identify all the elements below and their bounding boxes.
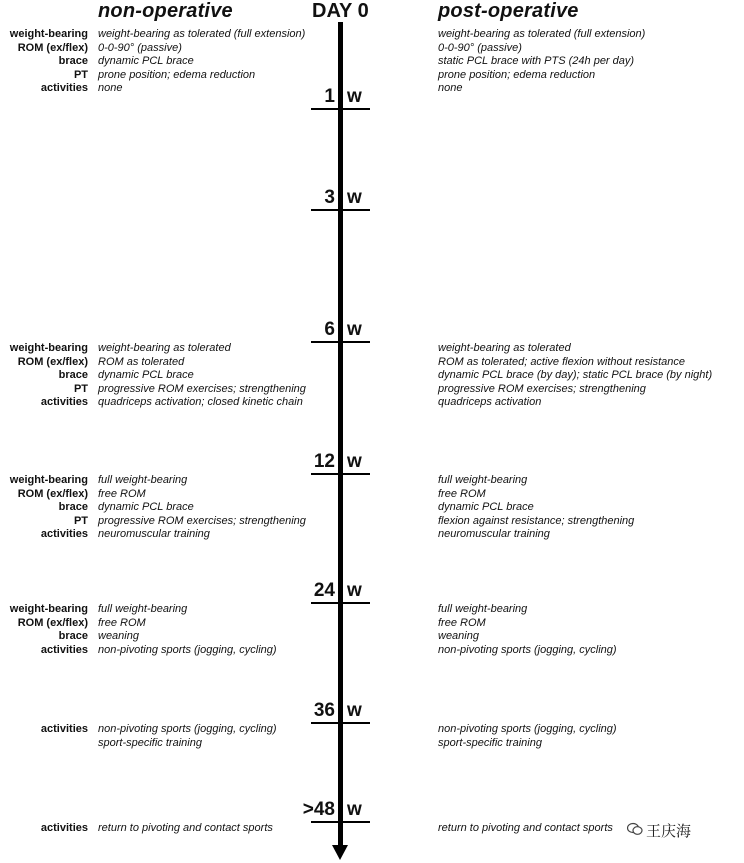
row-label: PT: [73, 68, 88, 81]
post-operative-value: return to pivoting and contact sports: [438, 822, 613, 834]
milestone-number: 24: [313, 580, 335, 601]
non-operative-value: sport-specific training: [98, 736, 202, 749]
non-operative-value: full weight-bearing: [98, 474, 188, 486]
milestone-tick: [311, 473, 370, 475]
milestone-unit: w: [347, 187, 362, 208]
row-label: ROM (ex/flex): [17, 41, 88, 54]
row-label: brace: [58, 55, 88, 68]
timeline-arrow-icon: [332, 845, 348, 860]
non-operative-value: progressive ROM exercises; strengthening: [98, 382, 306, 395]
milestone-unit: w: [347, 799, 362, 820]
non-operative-value: full weight-bearing: [98, 603, 188, 615]
non-operative-value: non-pivoting sports (jogging, cycling): [98, 723, 277, 735]
milestone-unit: w: [347, 86, 362, 107]
post-operative-value: 0-0-90° (passive): [438, 41, 522, 54]
post-operative-value: weaning: [438, 630, 479, 643]
non-operative-value: free ROM: [98, 616, 146, 629]
row-label: activities: [40, 643, 88, 656]
non-operative-value: 0-0-90° (passive): [98, 41, 182, 54]
milestone-tick: [311, 341, 370, 343]
post-operative-value: free ROM: [438, 616, 486, 629]
non-operative-value: progressive ROM exercises; strengthening: [98, 514, 306, 527]
milestone-unit: w: [347, 580, 362, 601]
post-operative-value: non-pivoting sports (jogging, cycling): [438, 643, 617, 656]
milestone-tick: [311, 602, 370, 604]
row-label: PT: [73, 514, 88, 527]
post-operative-value: sport-specific training: [438, 736, 542, 749]
non-operative-value: weight-bearing as tolerated: [98, 342, 231, 354]
milestone-tick: [311, 722, 370, 724]
wechat-icon: [627, 822, 643, 836]
row-label: ROM (ex/flex): [17, 487, 88, 500]
milestone-tick: [311, 821, 370, 823]
non-operative-value: weight-bearing as tolerated (full extension): [98, 28, 306, 40]
post-operative-value: weight-bearing as tolerated: [438, 342, 571, 354]
post-operative-value: quadriceps activation: [438, 396, 542, 409]
post-operative-value: dynamic PCL brace: [438, 501, 534, 514]
milestone-unit: w: [347, 700, 362, 721]
post-operative-value: non-pivoting sports (jogging, cycling): [438, 723, 617, 735]
non-operative-value: dynamic PCL brace: [98, 55, 194, 68]
post-operative-value: full weight-bearing: [438, 474, 528, 486]
non-operative-value: ROM as tolerated: [98, 355, 185, 368]
post-operative-value: full weight-bearing: [438, 603, 528, 615]
non-operative-value: neuromuscular training: [98, 528, 210, 541]
row-label: activities: [40, 396, 88, 409]
milestone-tick: [311, 108, 370, 110]
post-operative-value: static PCL brace with PTS (24h per day): [438, 55, 635, 68]
non-operative-value: return to pivoting and contact sports: [98, 822, 273, 834]
row-label: brace: [58, 501, 88, 514]
milestone-unit: w: [347, 451, 362, 472]
post-operative-value: progressive ROM exercises; strengthening: [438, 382, 646, 395]
post-operative-value: neuromuscular training: [438, 528, 550, 541]
post-operative-value: weight-bearing as tolerated (full extension): [438, 28, 646, 40]
row-label: ROM (ex/flex): [17, 616, 88, 629]
non-operative-value: none: [98, 82, 123, 95]
row-label: brace: [58, 369, 88, 382]
post-operative-value: free ROM: [438, 487, 486, 500]
non-operative-value: dynamic PCL brace: [98, 369, 194, 382]
row-label: activities: [40, 723, 88, 735]
non-operative-header: non-operative: [98, 0, 233, 22]
milestone-number: 6: [324, 319, 335, 340]
non-operative-value: weaning: [98, 630, 139, 643]
row-label: activities: [40, 822, 88, 834]
milestone-number: 36: [313, 700, 335, 721]
non-operative-value: non-pivoting sports (jogging, cycling): [98, 643, 277, 656]
milestone-unit: w: [347, 319, 362, 340]
row-label: weight-bearing: [9, 28, 88, 40]
row-label: weight-bearing: [9, 603, 88, 615]
row-label: ROM (ex/flex): [17, 355, 88, 368]
row-label: brace: [58, 630, 88, 643]
post-operative-header: post-operative: [438, 0, 579, 22]
post-operative-value: prone position; edema reduction: [438, 68, 596, 81]
milestone-tick: [311, 209, 370, 211]
non-operative-value: dynamic PCL brace: [98, 501, 194, 514]
row-label: weight-bearing: [9, 474, 88, 486]
post-operative-value: none: [438, 82, 463, 95]
post-operative-value: dynamic PCL brace (by day); static PCL brace (by night): [438, 369, 713, 382]
row-label: PT: [73, 382, 88, 395]
row-label: weight-bearing: [9, 342, 88, 354]
milestone-number: 1: [324, 86, 335, 107]
milestone-number: >48: [302, 799, 335, 820]
row-label: activities: [40, 82, 88, 95]
day0-label: DAY 0: [312, 0, 369, 22]
row-label: activities: [40, 528, 88, 541]
post-operative-value: ROM as tolerated; active flexion without resistance: [438, 355, 686, 368]
milestone-number: 3: [324, 187, 335, 208]
watermark-text: 王庆海: [646, 823, 692, 840]
non-operative-value: quadriceps activation; closed kinetic chain: [98, 396, 303, 409]
post-operative-value: flexion against resistance; strengthening: [438, 514, 635, 527]
non-operative-value: free ROM: [98, 487, 146, 500]
non-operative-value: prone position; edema reduction: [98, 68, 256, 81]
milestone-number: 12: [313, 451, 335, 472]
